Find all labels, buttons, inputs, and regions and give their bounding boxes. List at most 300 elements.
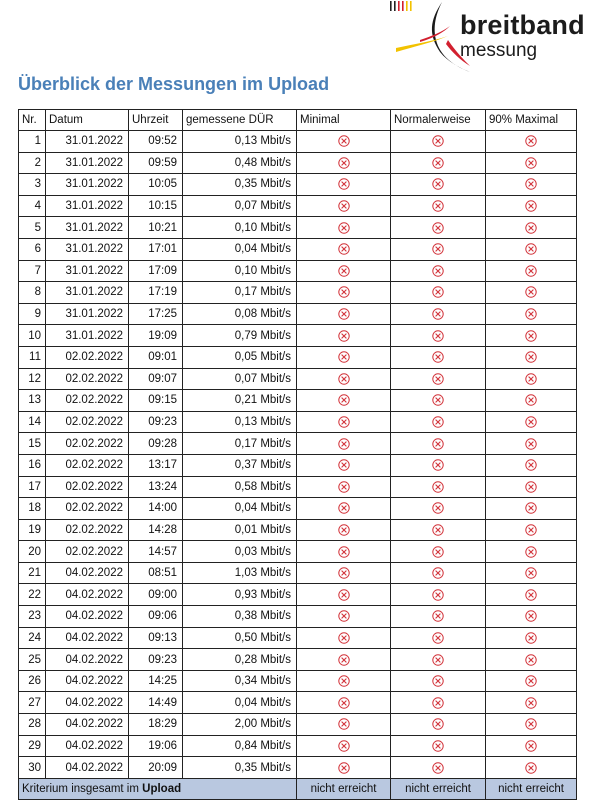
cell-uhrzeit: 08:51 [129,562,183,584]
col-header-uhrzeit: Uhrzeit [129,110,183,131]
cell-90-maximal [486,498,577,520]
cell-nr: 1 [19,131,46,153]
cell-90-maximal [486,325,577,347]
cell-datum: 02.02.2022 [46,346,129,368]
circled-x-icon [432,502,444,514]
circled-x-icon [338,740,350,752]
cell-minimal [297,606,391,628]
cell-uhrzeit: 18:29 [129,714,183,736]
circled-x-icon [338,222,350,234]
cell-uhrzeit: 10:15 [129,195,183,217]
summary-minimal: nicht erreicht [297,778,391,799]
circled-x-icon [432,610,444,622]
circled-x-icon [432,740,444,752]
cell-datum: 02.02.2022 [46,368,129,390]
cell-datum: 31.01.2022 [46,174,129,196]
cell-90-maximal [486,260,577,282]
cell-datum: 04.02.2022 [46,627,129,649]
summary-label-prefix: Kriterium insgesamt im [22,782,143,795]
circled-x-icon [432,265,444,277]
cell-90-maximal [486,714,577,736]
table-row [19,735,577,757]
cell-90-maximal [486,131,577,153]
cell-gemessene-duer: 0,10 Mbit/s [183,217,297,239]
table-row [19,346,577,368]
cell-nr: 9 [19,303,46,325]
cell-uhrzeit: 19:09 [129,325,183,347]
cell-gemessene-duer: 0,84 Mbit/s [183,735,297,757]
circled-x-icon [432,654,444,666]
circled-x-icon [432,438,444,450]
circled-x-icon [338,524,350,536]
circled-x-icon [525,265,537,277]
cell-datum: 04.02.2022 [46,757,129,779]
table-row [19,325,577,347]
cell-nr: 27 [19,692,46,714]
circled-x-icon [432,243,444,255]
circled-x-icon [525,286,537,298]
cell-normalerweise [391,152,486,174]
circled-x-icon [338,178,350,190]
circled-x-icon [525,459,537,471]
circled-x-icon [338,265,350,277]
cell-nr: 28 [19,714,46,736]
cell-nr: 16 [19,454,46,476]
cell-datum: 31.01.2022 [46,131,129,153]
table-row [19,498,577,520]
circled-x-icon [338,351,350,363]
circled-x-icon [338,200,350,212]
circled-x-icon [432,718,444,730]
cell-normalerweise [391,476,486,498]
table-row [19,541,577,563]
cell-normalerweise [391,260,486,282]
circled-x-icon [338,675,350,687]
cell-uhrzeit: 10:05 [129,174,183,196]
summary-normalerweise: nicht erreicht [391,778,486,799]
logo-wordmark-breitband: breitband [460,10,585,40]
cell-nr: 13 [19,390,46,412]
circled-x-icon [432,308,444,320]
cell-gemessene-duer: 0,50 Mbit/s [183,627,297,649]
cell-uhrzeit: 13:24 [129,476,183,498]
cell-normalerweise [391,627,486,649]
cell-gemessene-duer: 0,13 Mbit/s [183,131,297,153]
cell-datum: 04.02.2022 [46,649,129,671]
cell-minimal [297,238,391,260]
col-header-nr: Nr. [19,110,46,131]
cell-normalerweise [391,174,486,196]
cell-uhrzeit: 09:28 [129,433,183,455]
cell-datum: 04.02.2022 [46,735,129,757]
cell-gemessene-duer: 2,00 Mbit/s [183,714,297,736]
circled-x-icon [525,222,537,234]
cell-normalerweise [391,390,486,412]
upload-measurements-table [18,109,577,800]
circled-x-icon [338,438,350,450]
circled-x-icon [525,135,537,147]
table-row [19,238,577,260]
cell-uhrzeit: 09:00 [129,584,183,606]
cell-90-maximal [486,174,577,196]
table-row [19,174,577,196]
circled-x-icon [525,524,537,536]
cell-nr: 11 [19,346,46,368]
table-row [19,454,577,476]
cell-datum: 02.02.2022 [46,433,129,455]
circled-x-icon [525,654,537,666]
circled-x-icon [432,135,444,147]
cell-gemessene-duer: 0,79 Mbit/s [183,325,297,347]
cell-nr: 18 [19,498,46,520]
cell-uhrzeit: 13:17 [129,454,183,476]
cell-normalerweise [391,735,486,757]
cell-uhrzeit: 09:23 [129,649,183,671]
cell-gemessene-duer: 0,38 Mbit/s [183,606,297,628]
cell-gemessene-duer: 0,01 Mbit/s [183,519,297,541]
cell-datum: 04.02.2022 [46,562,129,584]
cell-datum: 04.02.2022 [46,670,129,692]
col-header-normalerweise: Normalerweise [391,110,486,131]
cell-90-maximal [486,152,577,174]
cell-gemessene-duer: 0,13 Mbit/s [183,411,297,433]
circled-x-icon [525,243,537,255]
cell-gemessene-duer: 0,35 Mbit/s [183,757,297,779]
table-row [19,606,577,628]
cell-90-maximal [486,692,577,714]
circled-x-icon [338,632,350,644]
cell-uhrzeit: 17:01 [129,238,183,260]
cell-gemessene-duer: 0,08 Mbit/s [183,303,297,325]
cell-gemessene-duer: 0,07 Mbit/s [183,195,297,217]
cell-uhrzeit: 14:49 [129,692,183,714]
circled-x-icon [338,394,350,406]
cell-uhrzeit: 10:21 [129,217,183,239]
cell-gemessene-duer: 0,03 Mbit/s [183,541,297,563]
cell-minimal [297,131,391,153]
cell-minimal [297,195,391,217]
circled-x-icon [525,481,537,493]
cell-nr: 17 [19,476,46,498]
cell-gemessene-duer: 0,04 Mbit/s [183,498,297,520]
cell-nr: 2 [19,152,46,174]
circled-x-icon [525,308,537,320]
cell-gemessene-duer: 0,34 Mbit/s [183,670,297,692]
cell-datum: 31.01.2022 [46,282,129,304]
cell-90-maximal [486,411,577,433]
cell-gemessene-duer: 0,04 Mbit/s [183,238,297,260]
cell-uhrzeit: 14:00 [129,498,183,520]
cell-normalerweise [391,670,486,692]
cell-90-maximal [486,757,577,779]
circled-x-icon [525,740,537,752]
cell-datum: 02.02.2022 [46,541,129,563]
cell-datum: 04.02.2022 [46,606,129,628]
logo-wordmark-messung: messung [460,40,538,61]
cell-normalerweise [391,303,486,325]
cell-nr: 6 [19,238,46,260]
cell-uhrzeit: 14:28 [129,519,183,541]
circled-x-icon [338,243,350,255]
cell-minimal [297,757,391,779]
cell-nr: 26 [19,670,46,692]
circled-x-icon [338,502,350,514]
summary-label [19,778,297,799]
circled-x-icon [432,178,444,190]
cell-normalerweise [391,411,486,433]
cell-90-maximal [486,649,577,671]
cell-90-maximal [486,433,577,455]
cell-90-maximal [486,606,577,628]
cell-90-maximal [486,562,577,584]
circled-x-icon [338,286,350,298]
table-row [19,757,577,779]
cell-nr: 7 [19,260,46,282]
cell-datum: 31.01.2022 [46,238,129,260]
cell-uhrzeit: 17:19 [129,282,183,304]
circled-x-icon [525,394,537,406]
cell-uhrzeit: 09:23 [129,411,183,433]
circled-x-icon [525,502,537,514]
cell-gemessene-duer: 0,17 Mbit/s [183,282,297,304]
table-row [19,562,577,584]
cell-normalerweise [391,606,486,628]
table-row [19,714,577,736]
circled-x-icon [338,762,350,774]
cell-nr: 10 [19,325,46,347]
cell-normalerweise [391,433,486,455]
circled-x-icon [432,351,444,363]
circled-x-icon [338,373,350,385]
cell-uhrzeit: 19:06 [129,735,183,757]
circled-x-icon [432,632,444,644]
cell-minimal [297,368,391,390]
col-header-gemessene-duer: gemessene DÜR [183,110,297,131]
table-row [19,303,577,325]
cell-gemessene-duer: 0,21 Mbit/s [183,390,297,412]
circled-x-icon [432,286,444,298]
cell-normalerweise [391,519,486,541]
cell-normalerweise [391,454,486,476]
circled-x-icon [432,394,444,406]
cell-normalerweise [391,757,486,779]
cell-normalerweise [391,584,486,606]
circled-x-icon [432,200,444,212]
circled-x-icon [338,416,350,428]
cell-nr: 30 [19,757,46,779]
cell-datum: 31.01.2022 [46,260,129,282]
circled-x-icon [338,718,350,730]
cell-gemessene-duer: 0,58 Mbit/s [183,476,297,498]
cell-90-maximal [486,519,577,541]
cell-datum: 04.02.2022 [46,692,129,714]
cell-minimal [297,541,391,563]
cell-datum: 31.01.2022 [46,325,129,347]
signal-bars-icon [390,0,414,12]
cell-gemessene-duer: 0,48 Mbit/s [183,152,297,174]
cell-gemessene-duer: 0,05 Mbit/s [183,346,297,368]
circled-x-icon [432,222,444,234]
cell-nr: 3 [19,174,46,196]
cell-uhrzeit: 09:01 [129,346,183,368]
table-row [19,670,577,692]
table-row [19,692,577,714]
cell-normalerweise [391,368,486,390]
cell-minimal [297,390,391,412]
cell-datum: 31.01.2022 [46,152,129,174]
cell-minimal [297,670,391,692]
cell-normalerweise [391,498,486,520]
cell-nr: 24 [19,627,46,649]
circled-x-icon [432,330,444,342]
cell-datum: 04.02.2022 [46,584,129,606]
cell-90-maximal [486,282,577,304]
cell-minimal [297,260,391,282]
cell-gemessene-duer: 0,10 Mbit/s [183,260,297,282]
breitbandmessung-logo [390,0,590,78]
circled-x-icon [432,157,444,169]
cell-nr: 14 [19,411,46,433]
cell-datum: 31.01.2022 [46,303,129,325]
cell-minimal [297,174,391,196]
circled-x-icon [338,135,350,147]
cell-nr: 21 [19,562,46,584]
cell-90-maximal [486,735,577,757]
circled-x-icon [338,697,350,709]
cell-gemessene-duer: 0,04 Mbit/s [183,692,297,714]
page-title: Überblick der Messungen im Upload [18,74,330,94]
circled-x-icon [525,178,537,190]
cell-nr: 25 [19,649,46,671]
cell-datum: 31.01.2022 [46,217,129,239]
cell-uhrzeit: 09:13 [129,627,183,649]
cell-uhrzeit: 09:15 [129,390,183,412]
cell-uhrzeit: 09:52 [129,131,183,153]
cell-nr: 19 [19,519,46,541]
summary-90-maximal: nicht erreicht [486,778,577,799]
cell-normalerweise [391,714,486,736]
cell-normalerweise [391,649,486,671]
circled-x-icon [432,589,444,601]
circled-x-icon [525,675,537,687]
cell-90-maximal [486,670,577,692]
cell-90-maximal [486,541,577,563]
cell-uhrzeit: 17:25 [129,303,183,325]
table-row [19,217,577,239]
circled-x-icon [525,546,537,558]
circled-x-icon [525,589,537,601]
cell-normalerweise [391,541,486,563]
cell-normalerweise [391,131,486,153]
cell-normalerweise [391,282,486,304]
cell-datum: 02.02.2022 [46,519,129,541]
cell-datum: 02.02.2022 [46,411,129,433]
cell-90-maximal [486,238,577,260]
cell-nr: 22 [19,584,46,606]
cell-minimal [297,433,391,455]
cell-uhrzeit: 14:25 [129,670,183,692]
table-row [19,390,577,412]
cell-nr: 4 [19,195,46,217]
cell-minimal [297,562,391,584]
circled-x-icon [338,546,350,558]
col-header-datum: Datum [46,110,129,131]
circled-x-icon [525,330,537,342]
cell-minimal [297,282,391,304]
cell-gemessene-duer: 0,17 Mbit/s [183,433,297,455]
circled-x-icon [525,610,537,622]
circled-x-icon [525,416,537,428]
table-row [19,260,577,282]
table-row [19,282,577,304]
cell-minimal [297,735,391,757]
cell-datum: 02.02.2022 [46,390,129,412]
circled-x-icon [525,697,537,709]
circled-x-icon [432,373,444,385]
summary-row [19,778,577,799]
circled-x-icon [338,567,350,579]
circled-x-icon [338,157,350,169]
cell-minimal [297,346,391,368]
cell-gemessene-duer: 0,93 Mbit/s [183,584,297,606]
cell-90-maximal [486,346,577,368]
table-row [19,368,577,390]
table-header-row [19,110,577,131]
cell-minimal [297,303,391,325]
cell-gemessene-duer: 1,03 Mbit/s [183,562,297,584]
table-row [19,195,577,217]
circled-x-icon [525,373,537,385]
table-row [19,476,577,498]
circled-x-icon [432,524,444,536]
cell-gemessene-duer: 0,35 Mbit/s [183,174,297,196]
circled-x-icon [432,675,444,687]
circled-x-icon [525,632,537,644]
circled-x-icon [432,416,444,428]
cell-90-maximal [486,195,577,217]
cell-90-maximal [486,217,577,239]
cell-90-maximal [486,390,577,412]
circled-x-icon [338,481,350,493]
cell-minimal [297,714,391,736]
cell-normalerweise [391,217,486,239]
table-row [19,131,577,153]
cell-datum: 02.02.2022 [46,498,129,520]
cell-uhrzeit: 09:59 [129,152,183,174]
table-row [19,411,577,433]
cell-nr: 5 [19,217,46,239]
cell-90-maximal [486,368,577,390]
cell-nr: 20 [19,541,46,563]
cell-uhrzeit: 09:06 [129,606,183,628]
circled-x-icon [432,459,444,471]
cell-normalerweise [391,692,486,714]
table-row [19,152,577,174]
circled-x-icon [525,351,537,363]
cell-minimal [297,217,391,239]
cell-gemessene-duer: 0,07 Mbit/s [183,368,297,390]
circled-x-icon [338,308,350,320]
cell-minimal [297,476,391,498]
cell-minimal [297,411,391,433]
cell-uhrzeit: 20:09 [129,757,183,779]
cell-normalerweise [391,325,486,347]
cell-90-maximal [486,584,577,606]
cell-nr: 23 [19,606,46,628]
circled-x-icon [432,762,444,774]
cell-90-maximal [486,627,577,649]
cell-minimal [297,692,391,714]
